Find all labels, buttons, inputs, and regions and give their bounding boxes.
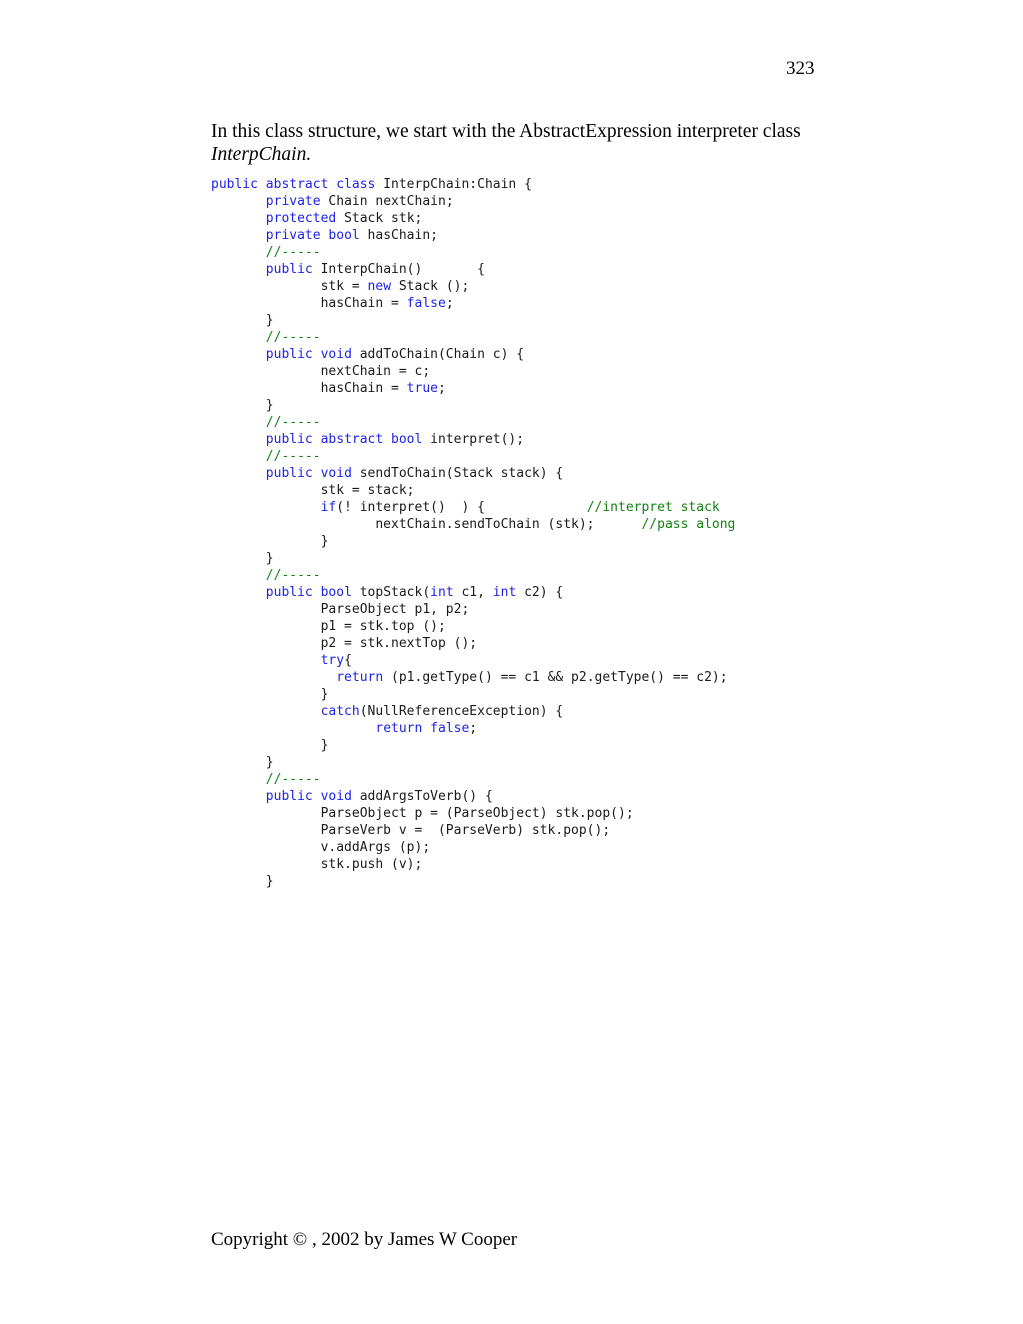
code-text: ; [437,381,446,396]
code-text: InterpChain:Chain { [375,177,532,192]
code-text: ParseObject p1, p2; [211,602,470,617]
code-text: ; [469,721,478,736]
code-text: p1 = stk.top (); [211,619,446,634]
code-keyword: true [406,381,438,396]
code-line [211,465,735,482]
code-comment: //----- [265,415,321,430]
code-keyword: false [406,296,446,311]
code-text: p2 = stk.nextTop (); [211,636,478,651]
page-number: 323 [786,58,815,79]
code-text [211,789,266,804]
code-line [211,550,735,567]
copyright-footer: Copyright © , 2002 by James W Cooper [211,1229,518,1250]
code-text: ParseVerb v = (ParseVerb) stk.pop(); [211,823,611,838]
code-text: ; [445,296,454,311]
code-keyword: private bool [265,228,360,243]
code-text [211,432,266,447]
code-text: } [211,687,329,702]
code-text: stk.push (v); [211,857,423,872]
code-text: topStack( [351,585,431,600]
code-line [211,822,735,839]
code-line [211,363,735,380]
code-text: } [211,398,274,413]
intro-paragraph [211,120,831,166]
code-text: stk = stack; [211,483,415,498]
code-line [211,788,735,805]
code-keyword: public abstract class [211,177,376,192]
code-line [211,227,735,244]
code-line [211,261,735,278]
code-text: stk = [211,279,368,294]
code-comment: //----- [265,330,321,345]
code-text: c1, [453,585,493,600]
code-line [211,669,735,686]
code-text: Stack (); [391,279,470,294]
code-keyword: try [320,653,345,668]
code-text: nextChain.sendToChain (stk); [211,517,642,532]
code-keyword: int [492,585,517,600]
code-keyword: catch [320,704,360,719]
code-keyword: new [367,279,392,294]
code-text: } [211,313,274,328]
code-line [211,312,735,329]
code-text: } [211,551,274,566]
code-keyword: public bool [265,585,352,600]
code-line [211,397,735,414]
code-text [211,245,266,260]
code-text [211,347,266,362]
code-text: ParseObject p = (ParseObject) stk.pop(); [211,806,634,821]
code-keyword: public void [265,347,352,362]
code-line [211,193,735,210]
code-line [211,210,735,227]
code-line [211,499,735,516]
code-line [211,346,735,363]
code-line [211,329,735,346]
code-text: } [211,874,274,889]
class-name: InterpChain. [211,144,312,165]
code-comment: //----- [265,772,321,787]
code-line [211,686,735,703]
code-text: } [211,534,329,549]
code-text [211,228,266,243]
code-keyword: public [265,262,313,277]
code-text [211,262,266,277]
code-text [211,466,266,481]
code-comment: //----- [265,568,321,583]
code-keyword: public abstract bool [265,432,423,447]
code-keyword: int [430,585,454,600]
code-text [211,330,266,345]
code-line [211,414,735,431]
code-line [211,601,735,618]
code-keyword: if [320,500,337,515]
code-line [211,516,735,533]
code-line [211,839,735,856]
code-text [211,449,266,464]
intro-text: In this class structure, we start with the AbstractExpression interpreter class [211,121,801,142]
code-text: hasChain; [359,228,438,243]
code-text: } [211,738,329,753]
code-text [211,721,375,736]
code-line [211,533,735,550]
code-line [211,754,735,771]
code-text: hasChain = [211,381,407,396]
code-text [211,415,266,430]
code-comment: //pass along [641,517,736,532]
code-text [211,704,321,719]
code-keyword: return false [375,721,470,736]
code-text: interpret(); [422,432,525,447]
code-text: v.addArgs (p); [211,840,431,855]
code-line [211,720,735,737]
code-line [211,278,735,295]
code-line [211,873,735,890]
code-text: addArgsToVerb() { [351,789,493,804]
code-line [211,805,735,822]
code-line [211,482,735,499]
code-text: (! interpret() ) { [336,500,587,515]
code-keyword: public void [265,789,352,804]
code-line [211,703,735,720]
code-text [211,585,266,600]
code-line [211,856,735,873]
code-line [211,380,735,397]
code-line [211,295,735,312]
code-text: (p1.getType() == c1 && p2.getType() == c2); [383,670,728,685]
code-line [211,584,735,601]
code-text: Stack stk; [336,211,423,226]
code-line [211,652,735,669]
code-text: nextChain = c; [211,364,431,379]
code-line [211,567,735,584]
code-line [211,176,735,193]
code-text: hasChain = [211,296,407,311]
code-comment: //----- [265,245,321,260]
code-line [211,431,735,448]
code-line [211,737,735,754]
code-keyword: return [336,670,384,685]
code-text: { [344,653,352,668]
code-line [211,448,735,465]
code-text: c2) { [516,585,564,600]
code-text [211,211,266,226]
code-comment: //----- [265,449,321,464]
code-text: sendToChain(Stack stack) { [351,466,564,481]
code-text [211,568,266,583]
code-keyword: public void [265,466,352,481]
code-text [211,500,321,515]
code-text [211,670,336,685]
code-text: } [211,755,274,770]
code-line [211,771,735,788]
code-text [211,772,266,787]
code-line [211,635,735,652]
code-line [211,618,735,635]
code-listing [211,176,735,890]
code-text: (NullReferenceException) { [359,704,564,719]
code-keyword: protected [265,211,337,226]
code-line [211,244,735,261]
code-text: Chain nextChain; [320,194,454,209]
code-text: addToChain(Chain c) { [351,347,525,362]
code-text [211,653,321,668]
code-comment: //interpret stack [586,500,720,515]
code-text [211,194,266,209]
code-keyword: private [265,194,321,209]
code-text: InterpChain() { [312,262,485,277]
